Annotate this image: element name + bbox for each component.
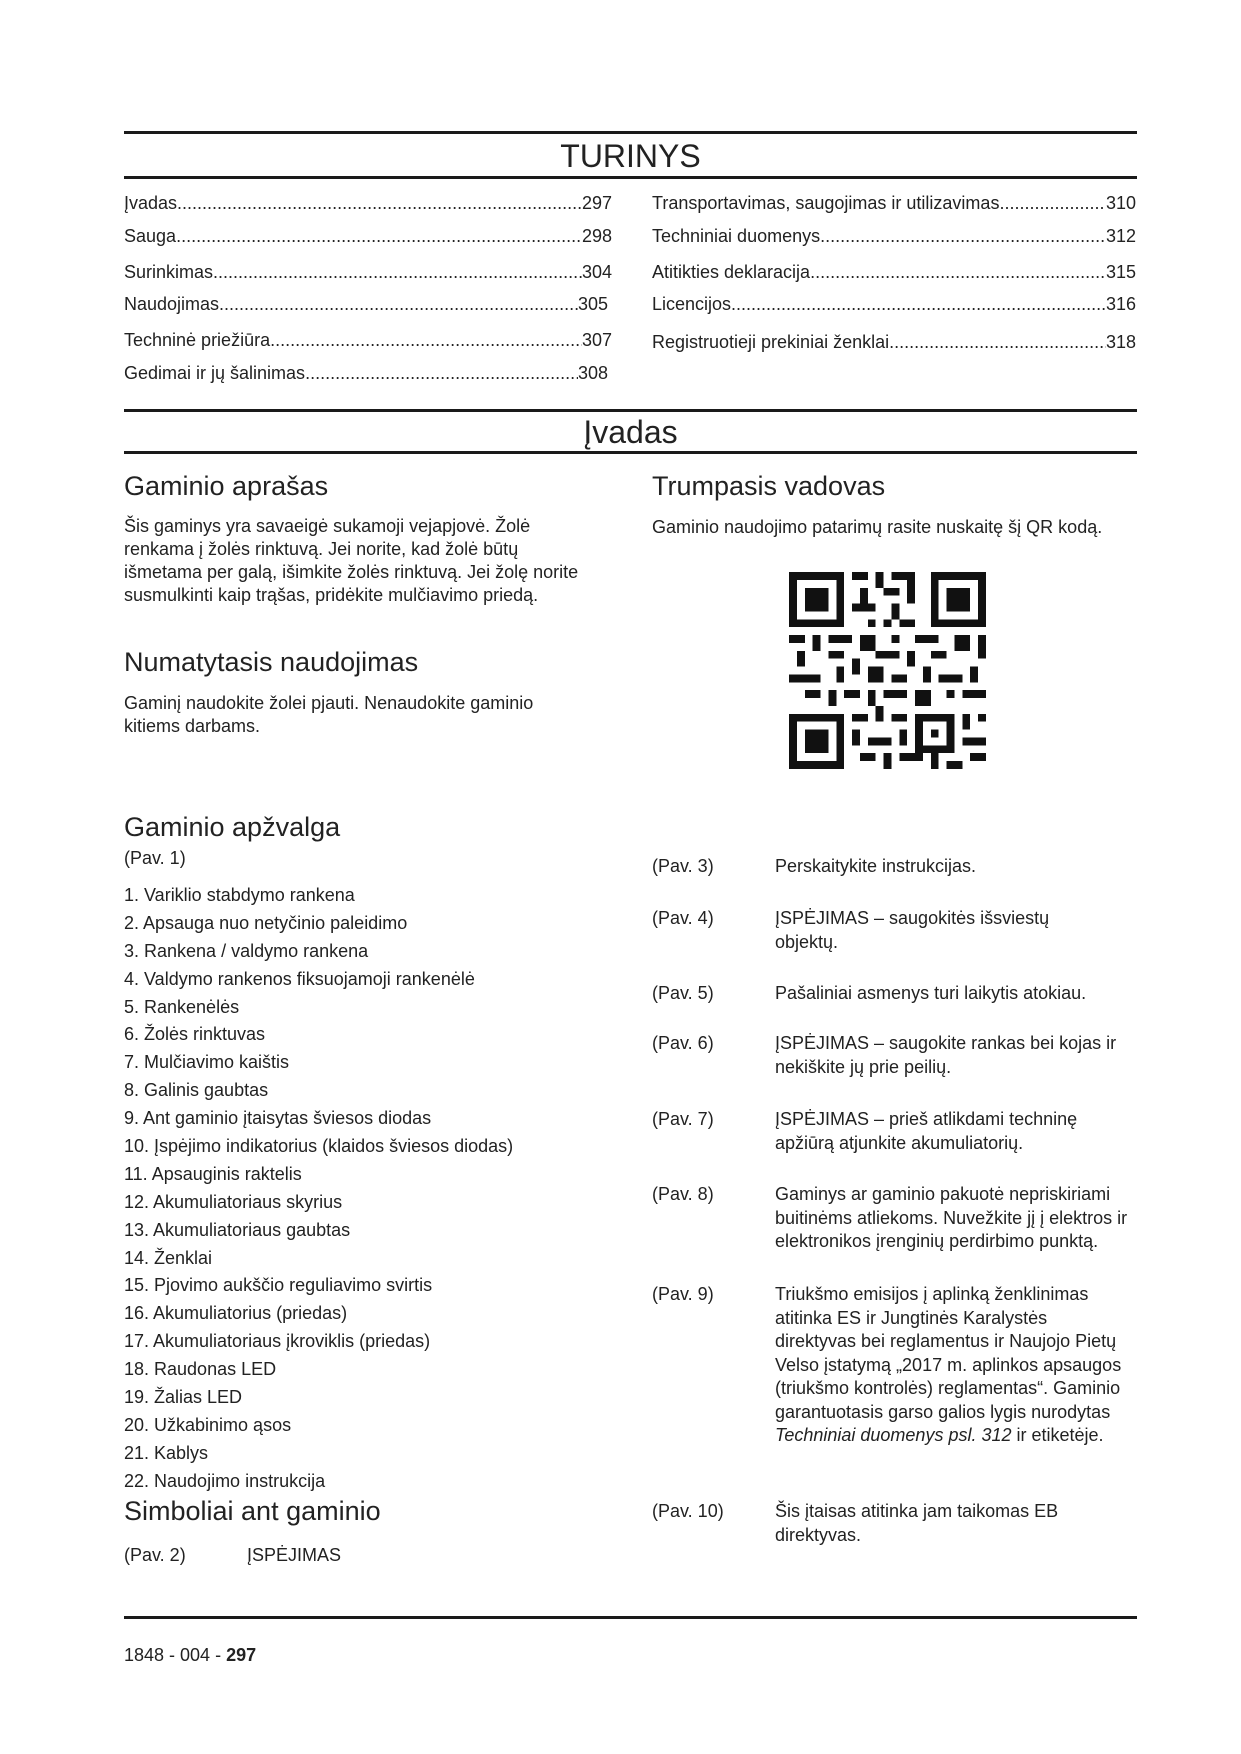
- list-item: 11. Apsauginis raktelis: [124, 1163, 302, 1184]
- toc-entry-label: Licencijos: [652, 294, 732, 314]
- page-footer: [124, 1644, 256, 1666]
- list-item: 6. Žolės rinktuvas: [124, 1024, 266, 1045]
- symbol-description: ĮSPĖJIMAS – prieš atlikdami techninę apžiūrą atjunkite akumuliatorių.: [775, 1109, 1078, 1153]
- toc-entry-label: Naudojimas: [124, 294, 220, 314]
- intended-use-text: Gaminį naudokite žolei pjauti. Nenaudokite gaminio kitiems darbams.: [124, 693, 534, 736]
- toc-entry[interactable]: [124, 362, 608, 384]
- list-item: 7. Mulčiavimo kaištis: [124, 1052, 290, 1073]
- product-description-text: Šis gaminys yra savaeigė sukamoji vejapjovė. Žolė renkama į žolės rinktuvą. Jei norite, kad žolė būtų išmetama per galą, išimkite žolės rinktuvą. Jei žolę norite susmulkinti kaip trąšas, pridėkite mulčiavimo priedą.: [124, 516, 579, 605]
- symbol-description: ĮSPĖJIMAS – saugokite rankas bei kojas ir nekiškite jų prie peilių.: [775, 1033, 1117, 1077]
- toc-entry[interactable]: [124, 261, 612, 283]
- list-item: 21. Kablys: [124, 1442, 209, 1463]
- product-overview-heading: Gaminio apžvalga: [124, 812, 341, 842]
- list-item: 3. Rankena / valdymo rankena: [124, 940, 369, 961]
- toc-entry-page: 308: [577, 363, 608, 383]
- symbol-description: ĮSPĖJIMAS: [247, 1545, 342, 1565]
- toc-entry-page: 304: [581, 262, 612, 282]
- toc-entry-label: Gedimai ir jų šalinimas: [124, 363, 306, 383]
- toc-entry-page: 316: [1105, 294, 1136, 314]
- footer-rule: [124, 1616, 1137, 1619]
- toc-entry[interactable]: [652, 192, 1136, 214]
- list-item: 19. Žalias LED: [124, 1387, 243, 1408]
- toc-entry-label: Sauga: [124, 226, 177, 246]
- toc-entry[interactable]: [124, 225, 612, 247]
- intended-use-heading: Numatytasis naudojimas: [124, 647, 419, 677]
- symbol-description: Gaminys ar gaminio pakuotė nepriskiriami buitinėms atliekoms. Nuvežkite jį į elektros ir elektronikos įrenginių perdirbimo punktą.: [775, 1184, 1128, 1251]
- toc-entry-page: 298: [581, 226, 612, 246]
- toc-entry[interactable]: [652, 261, 1136, 283]
- toc-entry-page: 297: [581, 193, 612, 213]
- symbol-figure-ref: (Pav. 6): [652, 1033, 714, 1053]
- section-bottom-rule: [124, 451, 1137, 454]
- symbol-figure-ref: (Pav. 8): [652, 1184, 714, 1204]
- symbol-figure-ref: (Pav. 5): [652, 983, 714, 1003]
- list-item: 12. Akumuliatoriaus skyrius: [124, 1191, 343, 1212]
- toc-entry[interactable]: [124, 293, 608, 315]
- document-code: 1848 - 004 -: [124, 1645, 227, 1665]
- toc-entry[interactable]: [652, 225, 1136, 247]
- section-title: Įvadas: [583, 414, 678, 450]
- list-item: 17. Akumuliatoriaus įkroviklis (priedas): [124, 1331, 431, 1352]
- list-item: 5. Rankenėlės: [124, 996, 240, 1017]
- toc-entry-label: Registruotieji prekiniai ženklai: [652, 332, 890, 352]
- list-item: 16. Akumuliatorius (priedas): [124, 1303, 348, 1324]
- toc-entry[interactable]: [652, 331, 1136, 353]
- toc-entry-label: Surinkimas: [124, 262, 214, 282]
- symbol-description: Perskaitykite instrukcijas.: [775, 856, 977, 876]
- toc-entry[interactable]: [652, 293, 1136, 315]
- toc-top-rule: [124, 131, 1137, 134]
- toc-entry-label: Techniniai duomenys: [652, 226, 821, 246]
- product-description-heading: Gaminio aprašas: [124, 471, 329, 501]
- toc-title: TURINYS: [560, 138, 701, 174]
- list-item: 14. Ženklai: [124, 1247, 213, 1268]
- toc-entry-page: 315: [1105, 262, 1136, 282]
- symbol-description: Pašaliniai asmenys turi laikytis atokiau.: [775, 983, 1087, 1003]
- quick-guide-text: Gaminio naudojimo patarimų rasite nuskaitę šį QR kodą.: [652, 517, 1103, 537]
- qr-code-image[interactable]: [789, 572, 986, 769]
- symbol-figure-ref: (Pav. 9): [652, 1284, 714, 1304]
- symbol-figure-ref: (Pav. 2): [124, 1545, 186, 1565]
- list-item: 2. Apsauga nuo netyčinio paleidimo: [124, 912, 408, 933]
- product-overview-figure-ref: (Pav. 1): [124, 848, 186, 868]
- list-item: 20. Užkabinimo ąsos: [124, 1414, 292, 1435]
- list-item: 18. Raudonas LED: [124, 1359, 277, 1380]
- toc-entry-page: 305: [577, 294, 608, 314]
- toc-bottom-rule: [124, 176, 1137, 179]
- toc-entry-label: Transportavimas, saugojimas ir utilizavimas: [652, 193, 1000, 213]
- toc-entry-page: 307: [581, 330, 612, 350]
- toc-entry-page: 312: [1105, 226, 1136, 246]
- toc-entry-label: Įvadas: [124, 193, 178, 213]
- toc-entry-label: Techninė priežiūra: [124, 330, 271, 350]
- tech-data-reference[interactable]: Techniniai duomenys psl. 312: [775, 1425, 1012, 1445]
- symbol-description-text: Triukšmo emisijos į aplinką ženklinimas atitinka ES ir Jungtinės Karalystės direktyvas bei reglamentus ir Naujojo Pietų Velso įstatymą „2017 m. aplinkos apsaugos (triukšmo kontrolės) reglamentas“. Gaminio garantuotasis garso galios lygis nurodytas: [775, 1284, 1122, 1422]
- toc-entry-page: 310: [1105, 193, 1136, 213]
- symbols-heading: Simboliai ant gaminio: [124, 1496, 381, 1526]
- symbol-figure-ref: (Pav. 10): [652, 1501, 724, 1521]
- toc-entry[interactable]: [124, 329, 612, 351]
- page-number: 297: [226, 1645, 257, 1665]
- symbol-description: [775, 1283, 1130, 1448]
- list-item: 9. Ant gaminio įtaisytas šviesos diodas: [124, 1108, 432, 1129]
- symbol-figure-ref: (Pav. 3): [652, 856, 714, 876]
- list-item: 1. Variklio stabdymo rankena: [124, 885, 355, 905]
- list-item: 10. Įspėjimo indikatorius (klaidos šviesos diodas): [124, 1136, 514, 1157]
- list-item: 4. Valdymo rankenos fiksuojamoji rankenėlė: [124, 968, 475, 989]
- symbol-figure-ref: (Pav. 7): [652, 1109, 714, 1129]
- toc-entry-page: 318: [1105, 332, 1136, 352]
- overview-list: [124, 884, 513, 1498]
- toc-entry[interactable]: [124, 192, 612, 214]
- list-item: 13. Akumuliatoriaus gaubtas: [124, 1219, 351, 1240]
- symbol-description-tail: ir etiketėje.: [1011, 1425, 1104, 1445]
- symbol-description: Šis įtaisas atitinka jam taikomas EB direktyvas.: [775, 1501, 1059, 1545]
- toc-entry-label: Atitikties deklaracija: [652, 262, 811, 282]
- list-item: 22. Naudojimo instrukcija: [124, 1470, 326, 1491]
- symbol-description: ĮSPĖJIMAS – saugokitės išsviestų objektų.: [775, 908, 1050, 952]
- quick-guide-heading: Trumpasis vadovas: [652, 471, 886, 501]
- list-item: 8. Galinis gaubtas: [124, 1080, 269, 1101]
- list-item: 15. Pjovimo aukščio reguliavimo svirtis: [124, 1275, 433, 1296]
- symbol-figure-ref: (Pav. 4): [652, 908, 714, 928]
